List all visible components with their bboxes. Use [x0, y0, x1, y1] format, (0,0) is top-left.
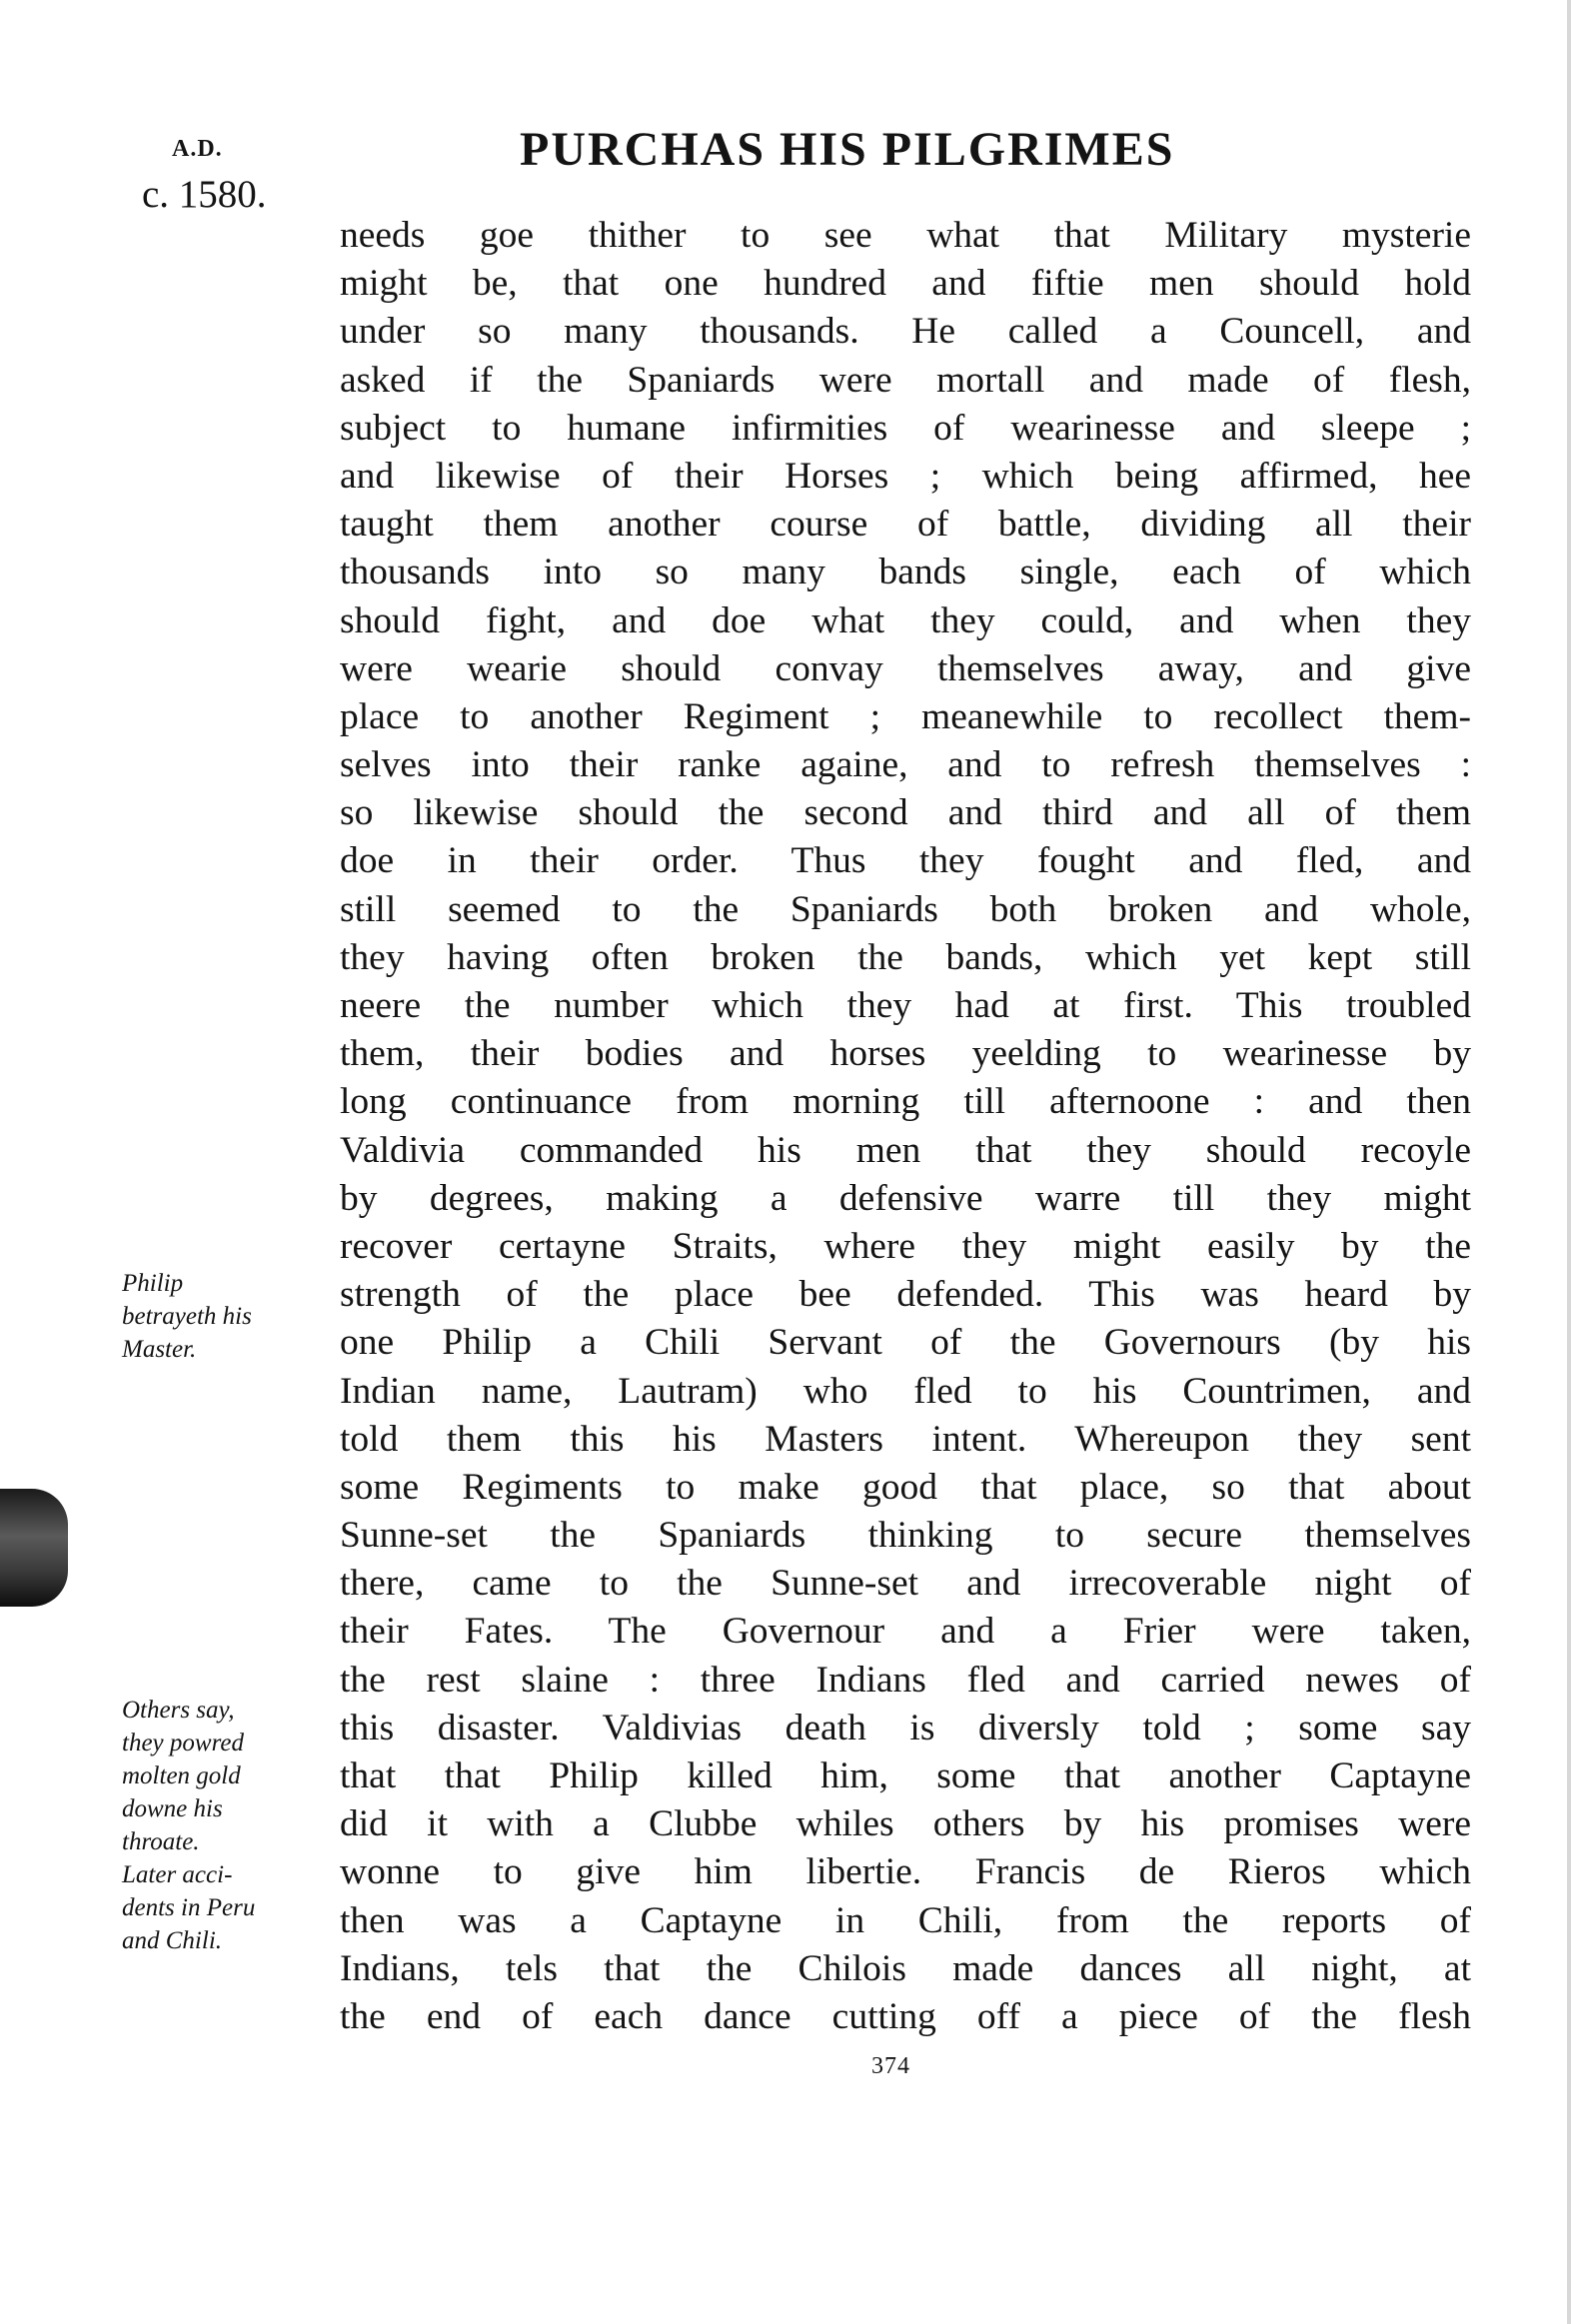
text-line: still seemed to the Spaniards both broken and whole, — [340, 888, 1471, 930]
text-line: them, their bodies and horses yeelding to wearinesse by — [340, 1033, 1471, 1075]
text-line: needs goe thither to see what that Military mysterie — [340, 215, 1471, 256]
text-line: then was a Captayne in Chili, from the reports of — [340, 1899, 1471, 1941]
page-number: 374 — [871, 2053, 910, 2079]
text-line: neere the number which they had at first. This troubled — [340, 985, 1471, 1026]
text-line: some Regiments to make good that place, so that about — [340, 1466, 1471, 1508]
text-line: might be, that one hundred and fiftie men should hold — [340, 263, 1471, 305]
page-edge-shadow — [1567, 0, 1571, 2324]
text-line: the rest slaine : three Indians fled and carried newes of — [340, 1659, 1471, 1701]
text-line: by degrees, making a defensive warre till they might — [340, 1177, 1471, 1219]
running-head-title: PURCHAS HIS PILGRIMES — [520, 123, 1175, 176]
text-line: asked if the Spaniards were mortall and made of flesh, — [340, 359, 1471, 401]
text-line: they having often broken the bands, which yet kept still — [340, 936, 1471, 978]
text-line: recover certayne Straits, where they might easily by the — [340, 1225, 1471, 1267]
text-line: under so many thousands. He called a Councell, and — [340, 311, 1471, 353]
text-line: Indian name, Lautram) who fled to his Countrimen, and — [340, 1370, 1471, 1412]
year-label: c. 1580. — [142, 173, 267, 216]
marginal-note-line: downe his — [122, 1795, 223, 1822]
text-line: so likewise should the second and third and all of them — [340, 792, 1471, 834]
era-label: A.D. — [172, 136, 223, 162]
marginal-note-line: Later acci- — [122, 1861, 233, 1888]
scanner-thumb-shadow — [0, 1489, 68, 1607]
marginal-note-line: molten gold — [122, 1762, 241, 1789]
text-line: told them this his Masters intent. Whereupon they sent — [340, 1418, 1471, 1460]
text-line: taught them another course of battle, dividing all their — [340, 504, 1471, 546]
marginal-note-line: and Chili. — [122, 1927, 223, 1954]
text-line: one Philip a Chili Servant of the Governours (by his — [340, 1322, 1471, 1364]
marginal-note-line: they powred — [122, 1730, 244, 1756]
text-line: that that Philip killed him, some that another Captayne — [340, 1755, 1471, 1796]
marginal-note-line: Philip — [122, 1270, 184, 1297]
text-line: were wearie should convay themselves away, and give — [340, 647, 1471, 689]
text-line: subject to humane infirmities of wearinesse and sleepe ; — [340, 407, 1471, 449]
marginal-note-line: dents in Peru — [122, 1894, 256, 1921]
text-line: Sunne-set the Spaniards thinking to secure themselves — [340, 1515, 1471, 1557]
text-line: Valdivia commanded his men that they should recoyle — [340, 1129, 1471, 1171]
text-line: doe in their order. Thus they fought and fled, and — [340, 840, 1471, 882]
text-line: wonne to give him libertie. Francis de Rieros which — [340, 1851, 1471, 1893]
marginal-note-line: betrayeth his — [122, 1303, 252, 1330]
body-text — [340, 212, 1471, 2041]
marginal-note-line: throate. — [122, 1828, 200, 1855]
text-line: strength of the place bee defended. This was heard by — [340, 1274, 1471, 1316]
text-line: their Fates. The Governour and a Frier were taken, — [340, 1611, 1471, 1653]
text-line: Indians, tels that the Chilois made dances all night, at — [340, 1947, 1471, 1989]
text-line: selves into their ranke againe, and to refresh themselves : — [340, 744, 1471, 786]
text-line: did it with a Clubbe whiles others by his promises were — [340, 1803, 1471, 1845]
text-line: the end of each dance cutting off a piece of the flesh — [340, 1995, 1471, 2037]
marginal-note-line: Master. — [122, 1336, 197, 1363]
text-line: thousands into so many bands single, each of which — [340, 552, 1471, 593]
marginal-note-philip — [122, 1267, 252, 1366]
text-line: this disaster. Valdivias death is diversly told ; some say — [340, 1707, 1471, 1748]
text-line: place to another Regiment ; meanewhile to recollect them- — [340, 695, 1471, 737]
text-line: long continuance from morning till afternoone : and then — [340, 1081, 1471, 1123]
text-line: should fight, and doe what they could, and when they — [340, 599, 1471, 641]
marginal-note-line: Others say, — [122, 1697, 235, 1724]
text-line: and likewise of their Horses ; which being affirmed, hee — [340, 455, 1471, 497]
marginal-note-others — [122, 1694, 255, 1957]
text-line: there, came to the Sunne-set and irrecoverable night of — [340, 1563, 1471, 1605]
